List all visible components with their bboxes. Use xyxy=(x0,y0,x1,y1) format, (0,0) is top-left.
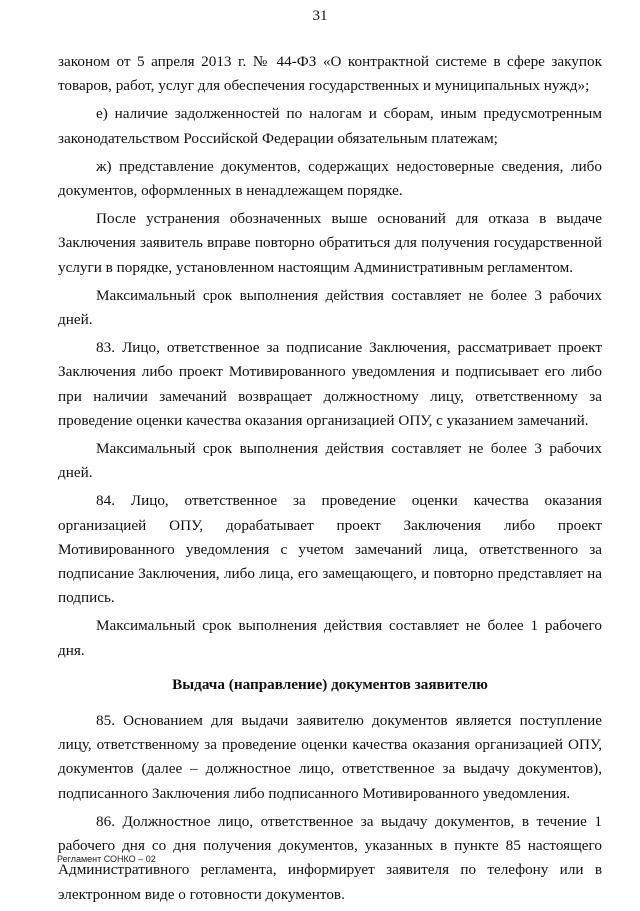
paragraph-item-e: е) наличие задолженностей по налогам и сборам, иным предусмотренным законодательством Российской Федерации обязательным платежам; xyxy=(58,105,602,147)
paragraph-86: 86. Должностное лицо, ответственное за выдачу документов, в течение 1 рабочего дня со дня получения документов, указанных в пункте 85 настоящего Административного регламента, информирует заявителя по телефону или в электронном виде о готовности документов. xyxy=(58,812,602,903)
paragraph-continuation: законом от 5 апреля 2013 г. № 44-ФЗ «О контрактной системе в сфере закупок товаров, работ, услуг для обеспечения государственных и муниципальных нужд»; xyxy=(58,53,602,95)
paragraph-reapply: После устранения обозначенных выше оснований для отказа в выдаче Заключения заявитель вправе повторно обратиться для получения государственной услуги в порядке, установленном настоящим Административным регламентом. xyxy=(58,210,602,276)
document-body xyxy=(58,50,602,911)
paragraph-83: 83. Лицо, ответственное за подписание Заключения, рассматривает проект Заключения либо проект Мотивированного уведомления и подписывает его либо при наличии замечаний возвращает должностному лицу, ответственному за проведение оценки качества оказания организацией ОПУ, с указанием замечаний. xyxy=(58,339,602,429)
paragraph-85: 85. Основанием для выдачи заявителю документов является поступление лицу, ответственному за проведение оценки качества оказания организацией ОПУ, документов (далее – должностное лицо, ответственное за выдачу документов), подписанного Заключения либо подписанного Мотивированного уведомления. xyxy=(58,712,602,802)
paragraph-84: 84. Лицо, ответственное за проведение оценки качества оказания организацией ОПУ, дорабатывает проект Заключения либо проект Мотивированного уведомления с учетом замечаний лица, ответственного за подписание Заключения, либо лица, его замещающего, и повторно представляет на подпись. xyxy=(58,492,602,607)
paragraph-max-term-1: Максимальный срок выполнения действия составляет не более 3 рабочих дней. xyxy=(58,286,602,329)
page-footer: Регламент СОНКО – 02 xyxy=(57,854,156,864)
paragraph-max-term-2: Максимальный срок выполнения действия составляет не более 3 рабочих дней. xyxy=(58,440,602,482)
section-heading: Выдача (направление) документов заявителю xyxy=(172,675,488,693)
page-number: 31 xyxy=(312,8,328,24)
paragraph-item-zh: ж) представление документов, содержащих недостоверные сведения, либо документов, оформленных в ненадлежащем порядке. xyxy=(58,157,602,200)
paragraph-max-term-3: Максимальный срок выполнения действия составляет не более 1 рабочего дня. xyxy=(58,617,602,659)
